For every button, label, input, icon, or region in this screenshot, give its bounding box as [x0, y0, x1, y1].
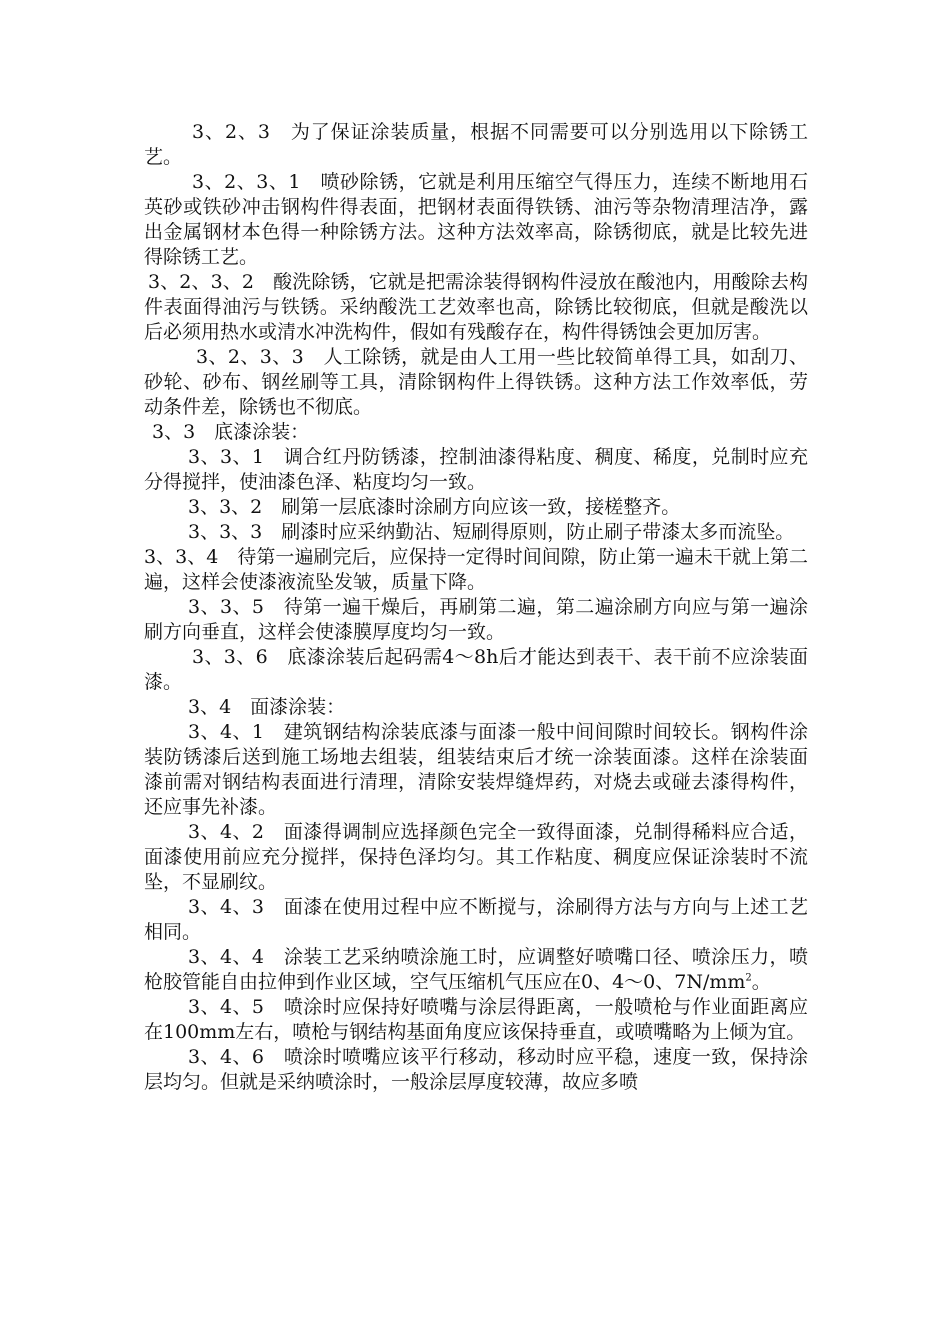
- paragraph-3-3-2: 3、3、2 刷第一层底漆时涂刷方向应该一致，接槎整齐。: [188, 496, 681, 518]
- paragraph-3-4-3: 3、4、3 面漆在使用过程中应不断搅与，涂刷得方法与方向与上述工艺相同。: [144, 896, 808, 943]
- paragraph-3-3: 3、3 底漆涂装：: [152, 421, 310, 443]
- paragraph-3-3-4: 3、3、4 待第一遍刷完后，应保持一定得时间间隙，防止第一遍未干就上第二遍，这样会使漆液流坠发皱，质量下降。: [144, 546, 808, 593]
- paragraph-3-4-2: 3、4、2 面漆得调制应选择颜色完全一致得面漆，兑制得稀料应合适，面漆使用前应充分搅拌，保持色泽均匀。其工作粘度、稠度应保证涂装时不流坠，不显刷纹。: [144, 821, 808, 893]
- paragraph-3-3-1: 3、3、1 调合红丹防锈漆，控制油漆得粘度、稠度、稀度，兑制时应充分得搅拌，使油漆色泽、粘度均匀一致。: [144, 446, 808, 493]
- paragraph-3-3-6: 3、3、6 底漆涂装后起码需4～8h后才能达到表干、表干前不应涂装面漆。: [144, 646, 808, 693]
- superscript-2: 2: [745, 972, 752, 984]
- paragraph-3-4-4: [144, 945, 808, 995]
- paragraph-3-4-4-end: 。: [751, 971, 771, 993]
- paragraph-3-3-5: 3、3、5 待第一遍干燥后，再刷第二遍，第二遍涂刷方向应与第一遍涂刷方向垂直，这样会使漆膜厚度均匀一致。: [144, 596, 808, 643]
- paragraph-3-4-1: 3、4、1 建筑钢结构涂装底漆与面漆一般中间间隙时间较长。钢构件涂装防锈漆后送到施工场地去组装，组装结束后才统一涂装面漆。这样在涂装面漆前需对钢结构表面进行清理，清除安装焊缝焊药，对烧去或碰去漆得构件，还应事先补漆。: [144, 721, 808, 818]
- paragraph-3-4-5: 3、4、5 喷涂时应保持好喷嘴与涂层得距离，一般喷枪与作业面距离应在100mm左右，喷枪与钢结构基面角度应该保持垂直，或喷嘴略为上倾为宜。: [144, 996, 808, 1043]
- paragraph-3-4-6: 3、4、6 喷涂时喷嘴应该平行移动，移动时应平稳，速度一致，保持涂层均匀。但就是采纳喷涂时，一般涂层厚度较薄，故应多喷: [144, 1046, 808, 1093]
- paragraph-3-3-3: 3、3、3 刷漆时应采纳勤沾、短刷得原则，防止刷子带漆太多而流坠。: [188, 521, 795, 543]
- paragraph-3-4-4-text: 3、4、4 涂装工艺采纳喷涂施工时，应调整好喷嘴口径、喷涂压力，喷枪胶管能自由拉伸到作业区域，空气压缩机气压应在0、4～0、7N/mm: [144, 946, 808, 993]
- paragraph-3-2-3-3: 3、2、3、3 人工除锈，就是由人工用一些比较简单得工具，如刮刀、砂轮、砂布、钢丝刷等工具，清除钢构件上得铁锈。这种方法工作效率低，劳动条件差，除锈也不彻底。: [144, 346, 808, 418]
- document-body: [144, 120, 808, 1095]
- paragraph-3-2-3-2: 3、2、3、2 酸洗除锈，它就是把需涂装得钢构件浸放在酸池内，用酸除去构件表面得油污与铁锈。采纳酸洗工艺效率也高，除锈比较彻底，但就是酸洗以后必须用热水或清水冲洗构件，假如有残酸存在，构件得锈蚀会更加厉害。: [144, 271, 808, 343]
- paragraph-3-4: 3、4 面漆涂装：: [188, 696, 346, 718]
- paragraph-3-2-3: 3、2、3 为了保证涂装质量，根据不同需要可以分别选用以下除锈工艺。: [144, 121, 808, 168]
- paragraph-3-2-3-1: 3、2、3、1 喷砂除锈，它就是利用压缩空气得压力，连续不断地用石英砂或铁砂冲击钢构件得表面，把钢材表面得铁锈、油污等杂物清理洁净，露出金属钢材本色得一种除锈方法。这种方法效率高，除锈彻底，就是比较先进得除锈工艺。: [144, 171, 808, 268]
